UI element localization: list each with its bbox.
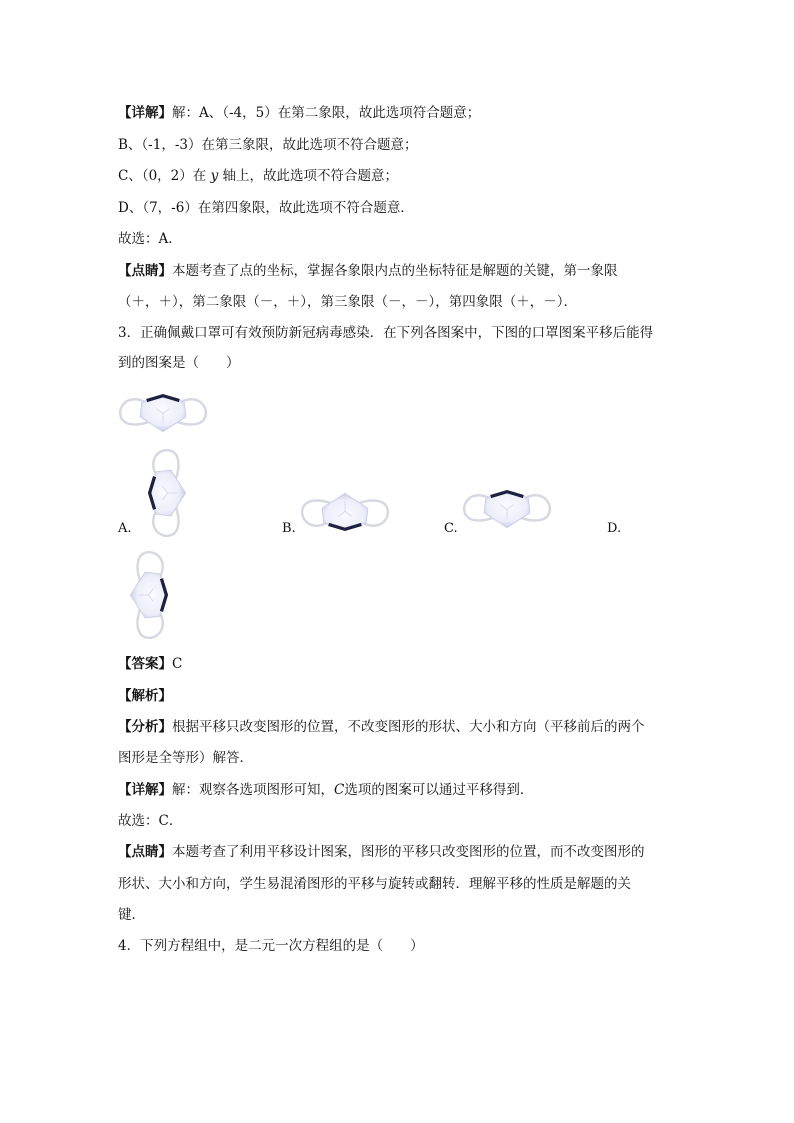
option-c-label: C. — [444, 521, 458, 536]
detail-line-c: C、（0，2）在 y 轴上，故此选项不符合题意； — [118, 168, 398, 184]
option-d-label: D. — [607, 521, 622, 536]
analyze-line-1: 【分析】根据平移只改变图形的位置，不改变图形的形状、大小和方向（平移前后的两个 — [118, 719, 645, 735]
detail-line-a: 【详解】解：A、（-4，5）在第二象限，故此选项符合题意； — [118, 105, 481, 121]
point-2-line-1: 【点睛】本题考查了利用平移设计图案，图形的平移只改变图形的位置，而不改变图形的 — [118, 844, 645, 860]
detail-2-line: 【详解】解：观察各选项图形可知，C选项的图案可以通过平移得到． — [118, 782, 534, 798]
option-a-mask-image — [138, 448, 194, 538]
analysis-heading: 【解析】 — [118, 688, 172, 704]
option-b-label: B. — [282, 521, 296, 536]
option-b-mask-image — [300, 487, 390, 539]
question-3-line-1: 3．正确佩戴口罩可有效预防新冠病毒感染．在下列各图案中，下图的口罩图案平移后能得 — [118, 325, 654, 341]
detail-line-b: B、（-1，-3）在第三象限，故此选项不符合题意； — [118, 137, 418, 153]
point-2-line-3: 键． — [118, 907, 145, 923]
point-line-2: （＋，＋），第二象限（－，＋），第三象限（－，－），第四象限（＋，－）． — [118, 294, 577, 310]
point-line-1: 【点睛】本题考查了点的坐标，掌握各象限内点的坐标特征是解题的关键，第一象限 — [118, 263, 618, 279]
detail-line-d: D、（7，-6）在第四象限，故此选项不符合题意． — [118, 200, 414, 216]
choose-line-1: 故选：A． — [118, 231, 182, 247]
option-c-mask-image — [462, 482, 552, 534]
question-3-line-2: 到的图案是（ ） — [118, 355, 240, 371]
point-2-line-2: 形状、大小和方向，学生易混淆图形的平移与旋转或翻转．理解平移的性质是解题的关 — [118, 876, 631, 892]
option-a-label: A. — [118, 521, 132, 536]
option-d-mask-image — [122, 550, 178, 640]
analyze-line-2: 图形是全等形）解答． — [118, 750, 253, 766]
question-4-line: 4．下列方程组中，是二元一次方程组的是（ ） — [118, 938, 424, 954]
original-mask-image — [118, 386, 208, 438]
choose-line-2: 故选：C． — [118, 813, 183, 829]
answer-line: 【答案】C — [118, 656, 183, 672]
